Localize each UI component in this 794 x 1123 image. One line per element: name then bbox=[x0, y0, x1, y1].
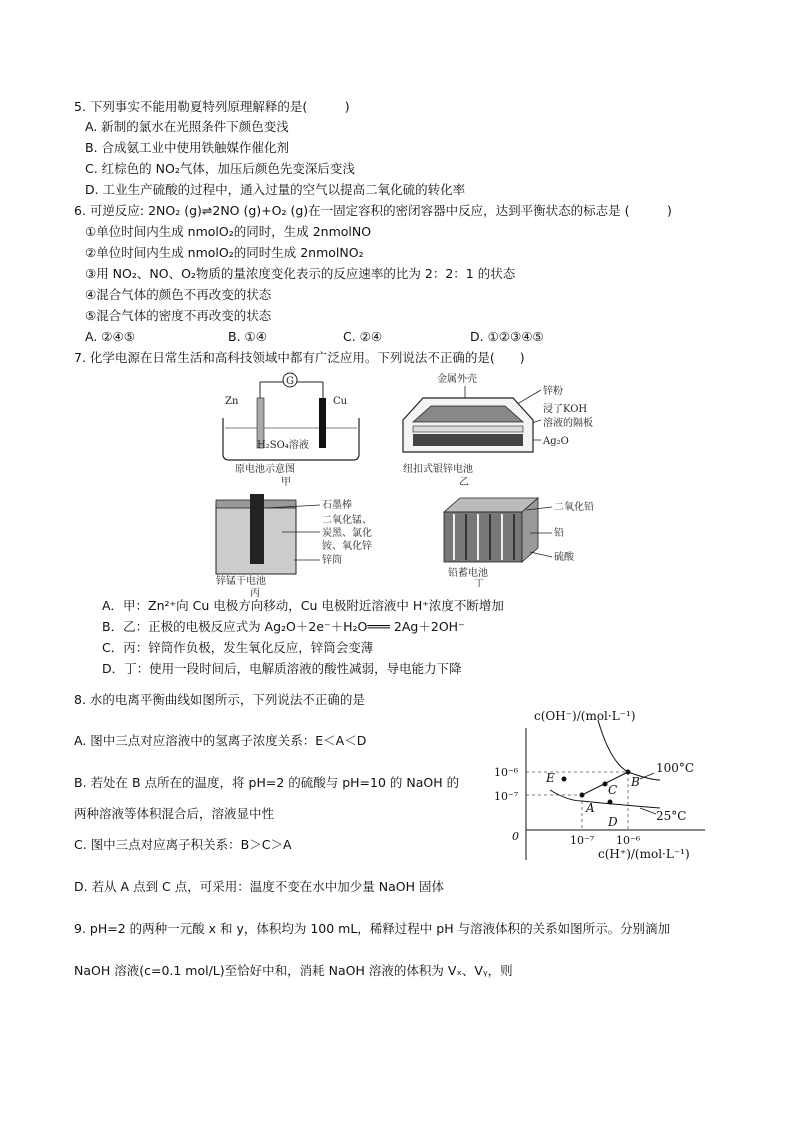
figure-button-cell bbox=[395, 368, 635, 488]
q7-option-c: C．丙：锌筒作负极，发生氧化反应，锌筒会变薄 bbox=[102, 640, 374, 655]
zinc-powder-layer bbox=[413, 406, 523, 422]
figure-tag-ding: 丁 bbox=[474, 579, 484, 587]
figure-tag-jia: 甲 bbox=[281, 477, 291, 488]
ding-label-pb: 铅 bbox=[554, 528, 564, 539]
electrode-zn-label: Zn bbox=[225, 396, 239, 407]
cu-electrode bbox=[319, 398, 326, 448]
bing-label-graphite: 石墨棒 bbox=[322, 500, 352, 511]
figure-galvanic-cell bbox=[215, 368, 375, 488]
q5-stem: 5. 下列事实不能用勒夏特列原理解释的是( ) bbox=[74, 99, 350, 114]
curve-25c bbox=[550, 790, 660, 808]
point-b-label: B bbox=[631, 775, 640, 789]
ag2o-layer bbox=[413, 434, 523, 446]
point-d bbox=[608, 800, 613, 805]
water-ionization-graph bbox=[490, 700, 715, 870]
label-25c: 25°C bbox=[656, 809, 687, 823]
bing-label-nh4cl: 铵、氧化锌 bbox=[322, 541, 372, 552]
y-tick-1e-6: 10⁻⁶ bbox=[494, 766, 519, 779]
figure-tag-yi: 乙 bbox=[459, 477, 469, 488]
q8-option-b-cont: 两种溶液等体积混合后，溶液显中性 bbox=[74, 806, 275, 821]
q6-option-a: A. ②④⑤ bbox=[85, 329, 135, 344]
figure-caption-jia: 原电池示意图 bbox=[235, 464, 295, 475]
q6-option-d: D. ①②③④⑤ bbox=[470, 329, 544, 344]
q5-option-a: A. 新制的氯水在光照条件下颜色变浅 bbox=[85, 119, 289, 134]
point-e-label: E bbox=[546, 771, 555, 785]
figure-lead-acid-battery bbox=[430, 492, 620, 587]
ding-label-acid: 硫酸 bbox=[554, 552, 574, 563]
bing-label-carbon: 炭黑、氯化 bbox=[322, 528, 372, 539]
bing-label-mno2: 二氧化锰、 bbox=[322, 515, 372, 526]
y-tick-1e-7: 10⁻⁷ bbox=[494, 790, 519, 803]
point-d-label: D bbox=[608, 815, 618, 829]
figure-caption-yi: 纽扣式银锌电池 bbox=[403, 464, 473, 475]
q7-option-d: D．丁：使用一段时间后，电解质溶液的酸性减弱，导电能力下降 bbox=[102, 661, 462, 676]
q8-option-d: D. 若从 A 点到 C 点，可采用：温度不变在水中加少量 NaOH 固体 bbox=[74, 879, 444, 894]
point-e bbox=[562, 777, 567, 782]
q6-option-c: C. ②④ bbox=[343, 329, 383, 344]
q9-line2: NaOH 溶液(c=0.1 mol/L)至恰好中和，消耗 NaOH 溶液的体积为 Vₓ、Vᵧ，则 bbox=[74, 963, 513, 978]
q6-stem: 6. 可逆反应: 2NO₂ (g)⇌2NO (g)+O₂ (g)在一固定容积的密闭容器中反应，达到平衡状态的标志是 ( ) bbox=[74, 203, 672, 218]
separator-layer bbox=[413, 426, 523, 432]
label-100c: 100°C bbox=[656, 761, 695, 775]
q6-option-b: B. ①④ bbox=[228, 329, 267, 344]
point-a bbox=[580, 793, 585, 798]
x-tick-1e-6: 10⁻⁶ bbox=[616, 834, 641, 847]
graphite-rod bbox=[250, 494, 264, 564]
q8-option-b: B. 若处在 B 点所在的温度，将 pH=2 的硫酸与 pH=10 的 NaOH 的 bbox=[74, 775, 460, 790]
galvanometer-label: G bbox=[286, 376, 294, 387]
graph-origin: 0 bbox=[512, 830, 519, 843]
q5-option-d: D. 工业生产硫酸的过程中，通入过量的空气以提高二氧化硫的转化率 bbox=[85, 182, 466, 197]
figure-tag-bing: 丙 bbox=[250, 588, 260, 597]
point-a-label: A bbox=[586, 801, 595, 815]
q6-item-3: ③用 NO₂、NO、O₂物质的量浓度变化表示的反应速率的比为 2：2：1 的状态 bbox=[85, 266, 516, 281]
point-b bbox=[626, 770, 631, 775]
figure-dry-cell bbox=[210, 492, 385, 597]
q5-option-b: B. 合成氨工业中使用铁触媒作催化剂 bbox=[85, 140, 290, 155]
yi-label-ag2o: Ag₂O bbox=[543, 436, 569, 447]
q7-stem: 7. 化学电源在日常生活和高科技领域中都有广泛应用。下列说法不正确的是( ) bbox=[74, 350, 525, 365]
figure-caption-ding: 铅蓄电池 bbox=[448, 568, 488, 579]
yi-label-separator: 溶液的隔板 bbox=[543, 418, 593, 429]
graph-ylabel: c(OH⁻)/(mol·L⁻¹) bbox=[534, 709, 636, 723]
q8-stem: 8. 水的电离平衡曲线如图所示，下列说法不正确的是 bbox=[74, 692, 365, 707]
q5-option-c: C. 红棕色的 NO₂气体，加压后颜色先变深后变浅 bbox=[85, 161, 355, 176]
ding-label-pbo2: 二氧化铅 bbox=[554, 502, 594, 513]
q6-item-2: ②单位时间内生成 nmolO₂的同时生成 2nmolNO₂ bbox=[85, 245, 364, 260]
graph-xlabel: c(H⁺)/(mol·L⁻¹) bbox=[598, 847, 690, 861]
yi-label-koh: 浸了KOH bbox=[543, 404, 588, 415]
battery-case bbox=[444, 512, 522, 562]
q7-option-b: B．乙：正极的电极反应式为 Ag₂O＋2e⁻＋H₂O═══ 2Ag＋2OH⁻ bbox=[102, 619, 465, 634]
q9-line1: 9. pH=2 的两种一元酸 x 和 y，体积均为 100 mL，稀释过程中 pH 与溶液体积的关系如图所示。分别滴加 bbox=[74, 921, 671, 936]
q6-item-1: ①单位时间内生成 nmolO₂的同时，生成 2nmolNO bbox=[85, 224, 372, 239]
point-c bbox=[603, 782, 608, 787]
yi-label-zinc: 锌粉 bbox=[543, 386, 563, 397]
q6-item-4: ④混合气体的颜色不再改变的状态 bbox=[85, 287, 272, 302]
figure-caption-bing: 锌锰干电池 bbox=[216, 576, 266, 587]
q6-item-5: ⑤混合气体的密度不再改变的状态 bbox=[85, 308, 272, 323]
bing-label-can: 锌筒 bbox=[322, 555, 342, 566]
q8-option-a: A. 图中三点对应溶液中的氢离子浓度关系：E＜A＜D bbox=[74, 733, 367, 748]
q7-option-a: A．甲：Zn²⁺向 Cu 电极方向移动，Cu 电极附近溶液中 H⁺浓度不断增加 bbox=[102, 598, 504, 613]
solution-label: H₂SO₄溶液 bbox=[257, 440, 309, 451]
yi-label-shell: 金属外壳 bbox=[437, 374, 477, 385]
x-tick-1e-7: 10⁻⁷ bbox=[570, 834, 595, 847]
electrode-cu-label: Cu bbox=[333, 396, 348, 407]
q8-option-c: C. 图中三点对应离子积关系：B＞C＞A bbox=[74, 837, 292, 852]
point-c-label: C bbox=[608, 783, 618, 797]
